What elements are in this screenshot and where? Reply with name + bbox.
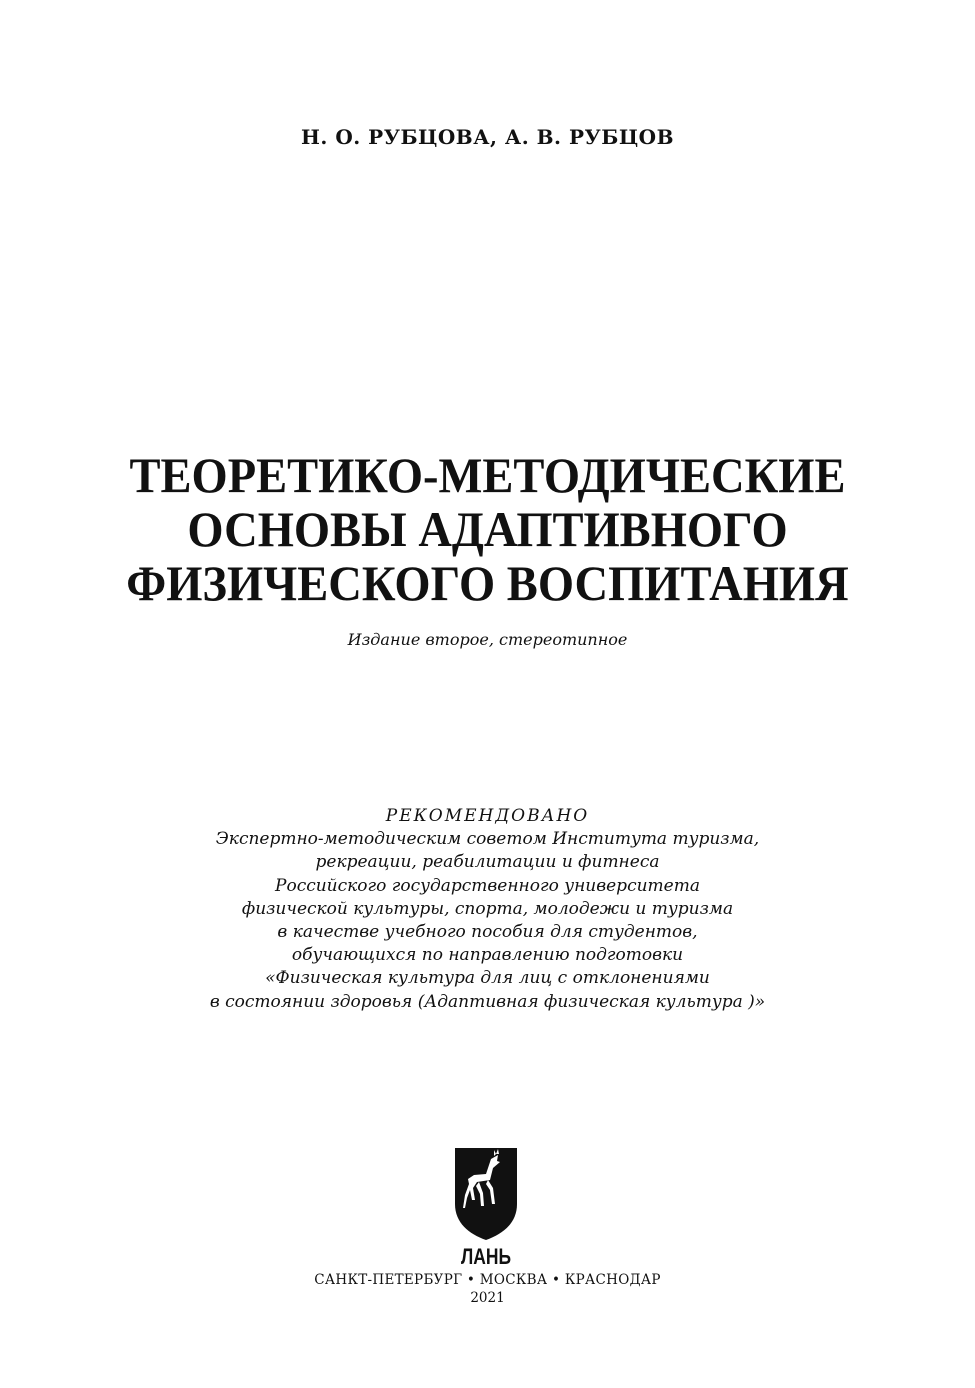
logo-wordmark: ЛАНЬ — [461, 1244, 512, 1268]
recommendation-line: Экспертно-методическим советом Института туризма, — [215, 829, 760, 850]
recommendation-heading: РЕКОМЕНДОВАНО — [385, 806, 590, 826]
title-line: ТЕОРЕТИКО-МЕТОДИЧЕСКИЕ — [129, 447, 846, 503]
authors: Н. О. РУБЦОВА, А. В. РУБЦОВ — [301, 125, 674, 149]
recommendation-line: рекреации, реабилитации и фитнеса — [315, 852, 660, 873]
recommendation-block — [0, 805, 975, 1014]
recommendation-line: физической культуры, спорта, молодежи и туризма — [241, 898, 734, 919]
publisher-cities: САНКТ-ПЕТЕРБУРГ • МОСКВА • КРАСНОДАР — [314, 1272, 661, 1288]
publication-year: 2021 — [470, 1290, 505, 1306]
publisher-logo — [453, 1148, 519, 1268]
title-line: ФИЗИЧЕСКОГО ВОСПИТАНИЯ — [126, 555, 849, 611]
recommendation-line: в состоянии здоровья (Адаптивная физическая культура )» — [209, 991, 766, 1012]
recommendation-line: в качестве учебного пособия для студентов, — [277, 922, 698, 943]
recommendation-line: «Физическая культура для лиц с отклонениями — [265, 968, 710, 989]
title-line: ОСНОВЫ АДАПТИВНОГО — [187, 501, 788, 557]
recommendation-line: обучающихся по направлению подготовки — [291, 945, 684, 966]
book-title — [34, 448, 941, 610]
shield-icon — [455, 1148, 517, 1240]
edition-note: Издание второе, стереотипное — [347, 630, 628, 649]
recommendation-line: Российского государственного университета — [275, 875, 700, 896]
